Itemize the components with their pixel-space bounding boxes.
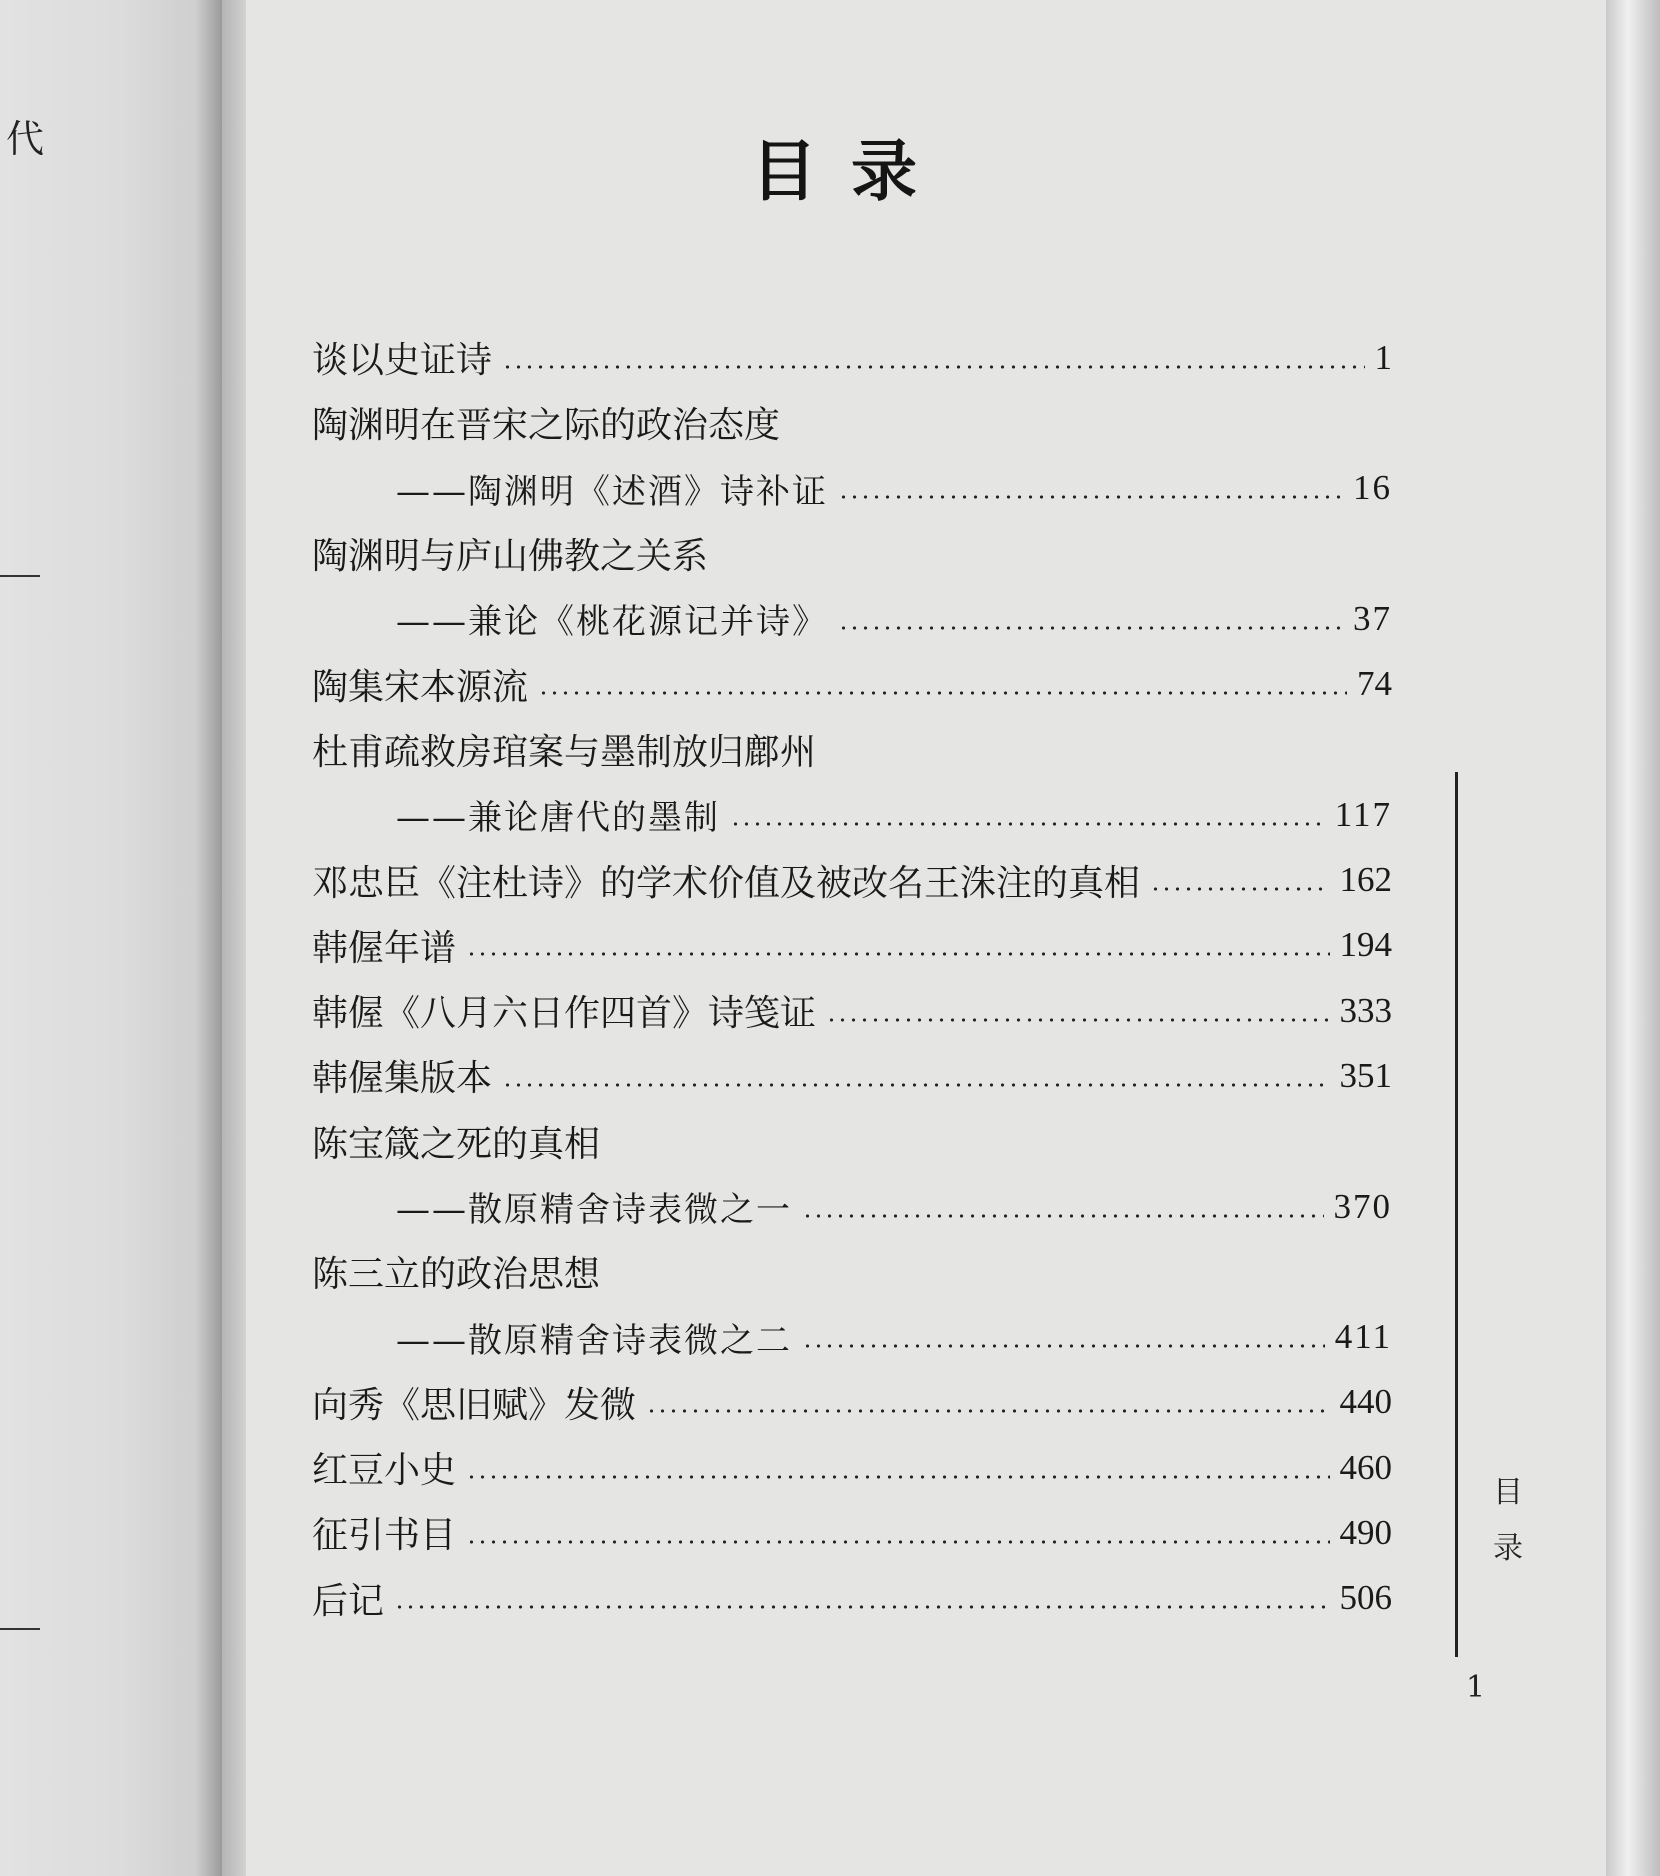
toc-entry-page: 440 xyxy=(1339,1382,1392,1422)
toc-entry xyxy=(312,913,1392,978)
side-running-title-char: 目 xyxy=(1493,1475,1523,1510)
toc-entry-title: 陶渊明在晋宋之际的政治态度 xyxy=(312,405,781,447)
toc-entry-title: 向秀《思旧赋》发微 xyxy=(312,1384,637,1426)
toc-entry-title: ——兼论唐代的墨制 xyxy=(396,798,720,839)
toc-entry-title: 谈以史证诗 xyxy=(312,340,493,382)
toc-entry-title: 征引书目 xyxy=(312,1515,457,1557)
toc-entry-title: ——陶渊明《述酒》诗补证 xyxy=(396,471,828,512)
toc-entry xyxy=(312,1566,1392,1631)
left-page xyxy=(0,0,222,1876)
toc-entry-title: 陈三立的政治思想 xyxy=(312,1254,601,1296)
toc-entry-title: 陶渊明与庐山佛教之关系 xyxy=(312,536,709,578)
toc-entry-title: ——散原精舍诗表微之二 xyxy=(396,1320,792,1361)
toc-entry xyxy=(312,1370,1392,1435)
toc-entry-page: 490 xyxy=(1339,1512,1392,1552)
page-edge xyxy=(1606,0,1660,1876)
left-page-rule xyxy=(0,575,40,577)
toc-entry-title: 陶集宋本源流 xyxy=(312,666,529,708)
left-page-fragment: 代 xyxy=(6,117,45,161)
toc-leader-dots xyxy=(502,346,1364,370)
toc-entry xyxy=(312,521,1392,586)
toc-entry-title: 陈宝箴之死的真相 xyxy=(312,1123,601,1165)
side-running-title xyxy=(1490,1465,1526,1577)
toc-entry-page: 16 xyxy=(1353,468,1392,508)
toc-leader-dots xyxy=(466,1456,1329,1480)
toc-entry xyxy=(312,456,1392,521)
toc-entry xyxy=(312,1043,1392,1108)
toc-entry xyxy=(312,651,1392,716)
toc-entry xyxy=(312,1304,1392,1369)
toc-entry-page: 37 xyxy=(1353,598,1392,638)
toc-entry xyxy=(312,978,1392,1043)
toc-entry xyxy=(312,717,1392,782)
toc-leader-dots xyxy=(466,1521,1329,1545)
toc-entry-title: 邓忠臣《注杜诗》的学术价值及被改名王洙注的真相 xyxy=(312,862,1141,904)
toc-leader-dots xyxy=(538,672,1347,696)
toc-entry-page: 333 xyxy=(1339,990,1392,1030)
toc-entry xyxy=(312,847,1392,912)
toc-entry xyxy=(312,1239,1392,1304)
toc-entry-page: 194 xyxy=(1339,925,1392,965)
toc-entry-page: 411 xyxy=(1334,1317,1392,1357)
table-of-contents xyxy=(312,325,1392,1631)
toc-entry xyxy=(312,390,1392,455)
toc-entry-page: 370 xyxy=(1333,1186,1392,1226)
side-running-title-char: 录 xyxy=(1493,1531,1523,1566)
page-title: 目录 xyxy=(751,133,951,210)
toc-entry-title: 韩偓年谱 xyxy=(312,927,457,969)
side-rule xyxy=(1455,772,1458,1657)
toc-entry-title: 后记 xyxy=(312,1580,385,1622)
toc-leader-dots xyxy=(730,803,1325,827)
toc-entry-page: 351 xyxy=(1339,1055,1392,1095)
toc-entry-page: 1 xyxy=(1374,337,1392,377)
toc-entry-page: 74 xyxy=(1357,664,1392,704)
toc-entry-title: 韩偓集版本 xyxy=(312,1058,493,1100)
toc-entry xyxy=(312,782,1392,847)
toc-entry-title: 杜甫疏救房琯案与墨制放归鄜州 xyxy=(312,731,817,773)
toc-entry-page: 506 xyxy=(1339,1578,1392,1618)
toc-entry xyxy=(312,1435,1392,1500)
toc-leader-dots xyxy=(802,1325,1325,1349)
toc-entry-page: 162 xyxy=(1339,860,1392,900)
toc-entry xyxy=(312,325,1392,390)
toc-entry xyxy=(312,1174,1392,1239)
toc-entry xyxy=(312,1109,1392,1174)
toc-entry xyxy=(312,586,1392,651)
toc-leader-dots xyxy=(802,1195,1324,1219)
left-page-rule xyxy=(0,1628,40,1630)
toc-entry-page: 460 xyxy=(1339,1447,1392,1487)
toc-entry-title: ——散原精舍诗表微之一 xyxy=(396,1190,792,1230)
toc-entry-page: 117 xyxy=(1334,794,1392,834)
toc-entry xyxy=(312,1500,1392,1565)
page-number: 1 xyxy=(1466,1670,1486,1705)
toc-leader-dots xyxy=(646,1390,1329,1414)
toc-leader-dots xyxy=(394,1586,1329,1610)
toc-leader-dots xyxy=(838,476,1343,500)
toc-leader-dots xyxy=(838,607,1343,631)
toc-entry-title: ——兼论《桃花源记并诗》 xyxy=(396,602,828,643)
toc-entry-title: 红豆小史 xyxy=(312,1450,457,1492)
toc-leader-dots xyxy=(502,1064,1329,1088)
toc-entry-title: 韩偓《八月六日作四首》诗笺证 xyxy=(312,993,817,1035)
toc-leader-dots xyxy=(826,999,1329,1023)
toc-leader-dots xyxy=(466,933,1329,957)
toc-leader-dots xyxy=(1150,868,1329,892)
